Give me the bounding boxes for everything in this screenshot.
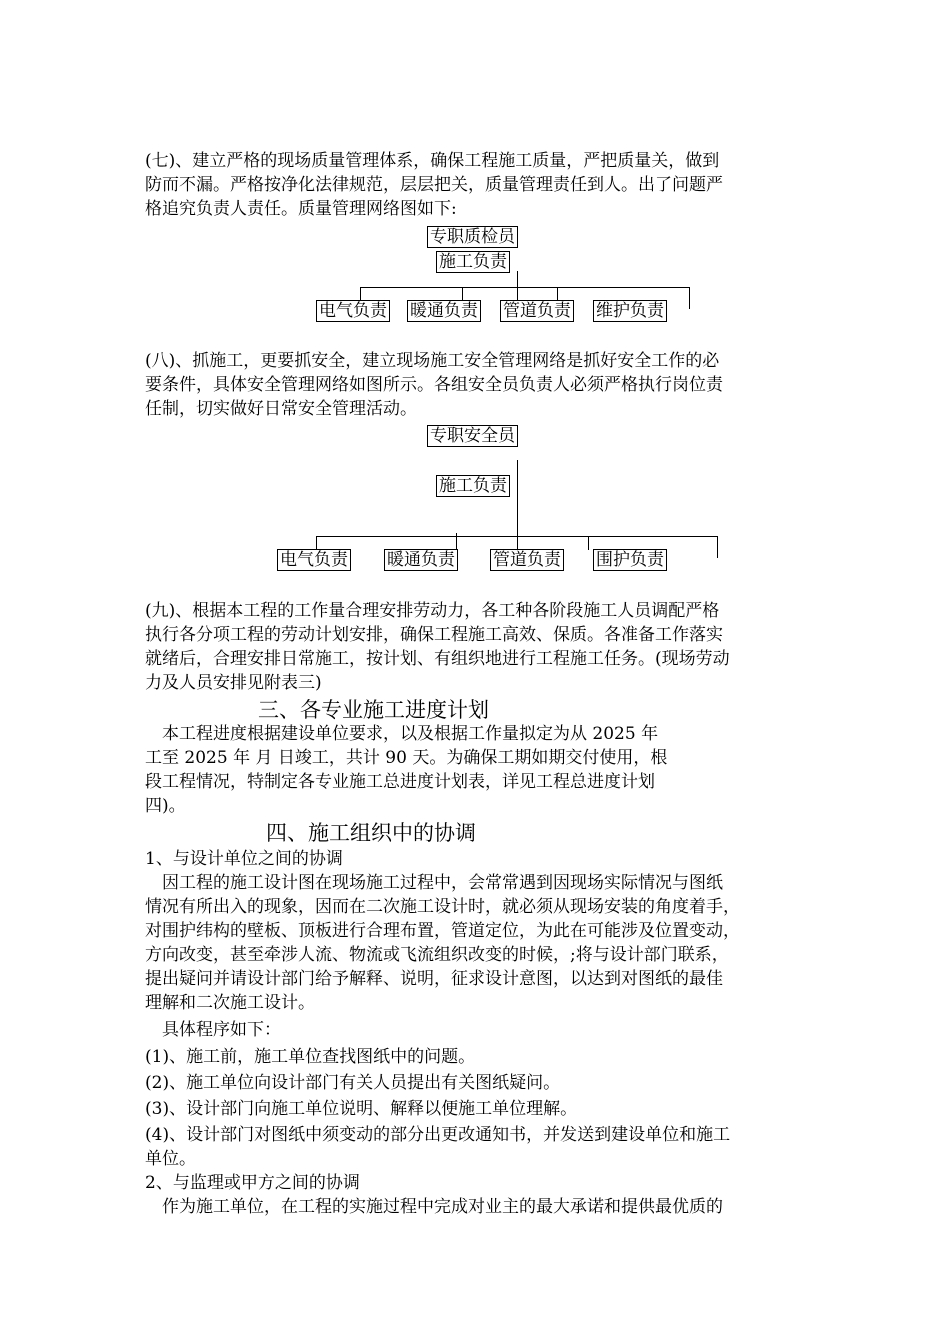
paragraph-line: 就绪后，合理安排日常施工，按计划、有组织地进行工程施工任务。(现场劳动	[145, 649, 730, 669]
paragraph-line: 本工程进度根据建设单位要求，以及根据工作量拟定为从 2025 年	[145, 724, 659, 744]
list-item: (3)、设计部门向施工单位说明、解释以便施工单位理解。	[145, 1099, 578, 1119]
org-connector	[717, 536, 718, 558]
list-item: (2)、施工单位向设计部门有关人员提出有关图纸疑问。	[145, 1073, 561, 1093]
org-node-top: 专职安全员	[427, 425, 518, 447]
list-item: (4)、设计部门对图纸中须变动的部分出更改通知书，并发送到建设单位和施工	[145, 1125, 731, 1145]
org-connector	[557, 287, 558, 301]
paragraph-line: 任制，切实做好日常安全管理活动。	[145, 399, 417, 419]
paragraph-line: 要条件，具体安全管理网络如图所示。各组安全员负责人必须严格执行岗位责	[145, 375, 723, 395]
org-connector	[517, 460, 518, 556]
paragraph-line: 格追究负责人责任。质量管理网络图如下:	[145, 199, 457, 219]
subheading: 1、与设计单位之间的协调	[145, 849, 343, 869]
paragraph-line: 理解和二次施工设计。	[145, 993, 315, 1013]
paragraph-line: 作为施工单位，在工程的实施过程中完成对业主的最大承诺和提供最优质的	[145, 1197, 723, 1217]
subheading: 2、与监理或甲方之间的协调	[145, 1173, 360, 1193]
paragraph-line: (九)、根据本工程的工作量合理安排劳动力，各工种各阶段施工人员调配严格	[145, 601, 720, 621]
org-node-leaf: 维护负责	[593, 300, 667, 322]
paragraph-line: 工至 2025 年 月 日竣工，共计 90 天。为确保工期如期交付使用，根	[145, 748, 668, 768]
paragraph-line: 提出疑问并请设计部门给予解释、说明，征求设计意图，以达到对图纸的最佳	[145, 969, 723, 989]
org-node-leaf: 管道负责	[490, 549, 564, 571]
paragraph-line: 具体程序如下：	[145, 1020, 281, 1040]
org-node-leaf: 电气负责	[316, 300, 390, 322]
org-connector	[462, 287, 463, 301]
org-node-leaf: 围护负责	[593, 549, 667, 571]
paragraph-line: (八)、抓施工，更要抓安全，建立现场施工安全管理网络是抓好安全工作的必	[145, 351, 720, 371]
org-connector	[316, 536, 718, 537]
org-node-leaf: 管道负责	[500, 300, 574, 322]
org-connector	[588, 536, 589, 550]
org-connector	[689, 287, 690, 309]
paragraph-line: 执行各分项工程的劳动计划安排，确保工程施工高效、保质。各准备工作落实	[145, 625, 723, 645]
list-item: (1)、施工前，施工单位查找图纸中的问题。	[145, 1047, 476, 1067]
org-node-mid: 施工负责	[436, 475, 510, 497]
paragraph-line: 四)。	[145, 796, 186, 816]
section-heading: 三、各专业施工进度计划	[258, 698, 489, 722]
org-connector	[316, 536, 317, 550]
org-node-top: 专职质检员	[427, 226, 518, 248]
org-node-leaf: 暖通负责	[407, 300, 481, 322]
paragraph-line: 情况有所出入的现象，因而在二次施工设计时，就必须从现场安装的角度着手，	[145, 897, 740, 917]
paragraph-line: 防而不漏。严格按净化法律规范，层层把关，质量管理责任到人。出了问题严	[145, 175, 723, 195]
paragraph-line: 因工程的施工设计图在现场施工过程中，会常常遇到因现场实际情况与图纸	[145, 873, 723, 893]
paragraph-line: (七)、建立严格的现场质量管理体系，确保工程施工质量，严把质量关，做到	[145, 151, 720, 171]
paragraph-line: 段工程情况，特制定各专业施工总进度计划表，详见工程总进度计划	[145, 772, 655, 792]
section-heading: 四、施工组织中的协调	[266, 821, 476, 845]
org-node-leaf: 暖通负责	[384, 549, 458, 571]
paragraph-line: 力及人员安排见附表三)	[145, 673, 322, 693]
org-node-leaf: 电气负责	[277, 549, 351, 571]
org-connector	[360, 287, 690, 288]
org-connector	[456, 533, 457, 550]
org-node-mid: 施工负责	[436, 251, 510, 273]
paragraph-line: 方向改变，甚至牵涉人流、物流或飞流组织改变的时候，;将与设计部门联系，	[145, 945, 729, 965]
org-connector	[360, 287, 361, 301]
paragraph-line: 单位。	[145, 1149, 196, 1169]
paragraph-line: 对围护纬构的壁板、顶板进行合理布置，管道定位，为此在可能涉及位置变动，	[145, 921, 740, 941]
